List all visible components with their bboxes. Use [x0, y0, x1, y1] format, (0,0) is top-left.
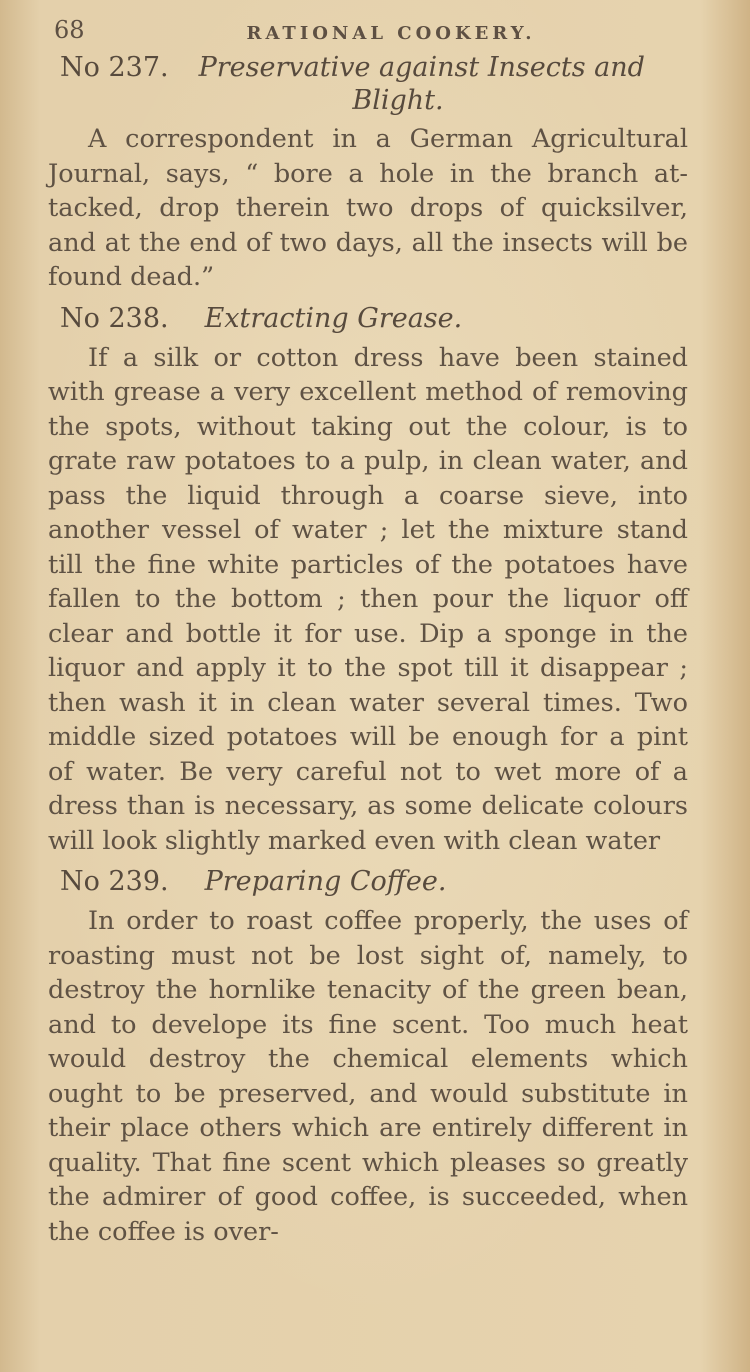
recipe-entry [48, 301, 688, 859]
entry-body: If a silk or cotton dress have been stained with grease a very excellent method of removing the spots, without taking out the colour, is to grate raw potatoes to a pulp, in clean water, and pass the liquid through a coarse sieve, into another vessel of water ; let the mixture stand till the fine white particles of the potatoes have fallen to the bottom ; then pour the liquor off clear and bottle it for use. Dip a sponge in the liquor and apply it to the spot till it disappear ; then wash it in clean water several times. Two middle sized potatoes will be enough for a pint of water. Be very careful not to wet more of a dress than is necessary, as some delicate colours will look slightly marked even with clean water [48, 342, 688, 856]
entry-body: In order to roast coffee properly, the uses of roasting must not be lost sight of, namely, to destroy the hornlike tenacity of the green bean, and to develope its fine scent. Too much heat would destroy the chemical elements which ought to be preserved, and would substitute in their place others which are entirely different in quality. That fine scent which pleases so greatly the admirer of good coffee, is succeeded, when the coffee is over- [48, 906, 688, 1247]
entry-number: No 237. [60, 52, 169, 83]
entry-number: No 239. [60, 866, 169, 897]
running-head [46, 16, 706, 52]
entry-heading [48, 864, 688, 900]
recipe-entry [48, 864, 688, 1249]
recipe-entry [48, 50, 688, 295]
entry-title: Preparing Coffee. [204, 866, 447, 897]
entry-title: Preservative against Insects and [198, 52, 645, 83]
entry-heading [48, 50, 688, 116]
entry-body: A correspondent in a German Agricultural Journal, says, “ bore a hole in the branch attacked, drop therein two drops of quicksilver, and at the end of two days, all the insects will be found dead.” [48, 124, 688, 292]
entry-title: Extracting Grease. [204, 302, 463, 334]
running-title: RATIONAL COOKERY. [246, 23, 536, 44]
entry-heading [48, 301, 688, 337]
entry-title-continuation: Blight. [352, 85, 444, 116]
page-number: 68 [54, 16, 85, 44]
entry-number: No 238. [60, 302, 169, 334]
page-content [48, 50, 688, 1255]
